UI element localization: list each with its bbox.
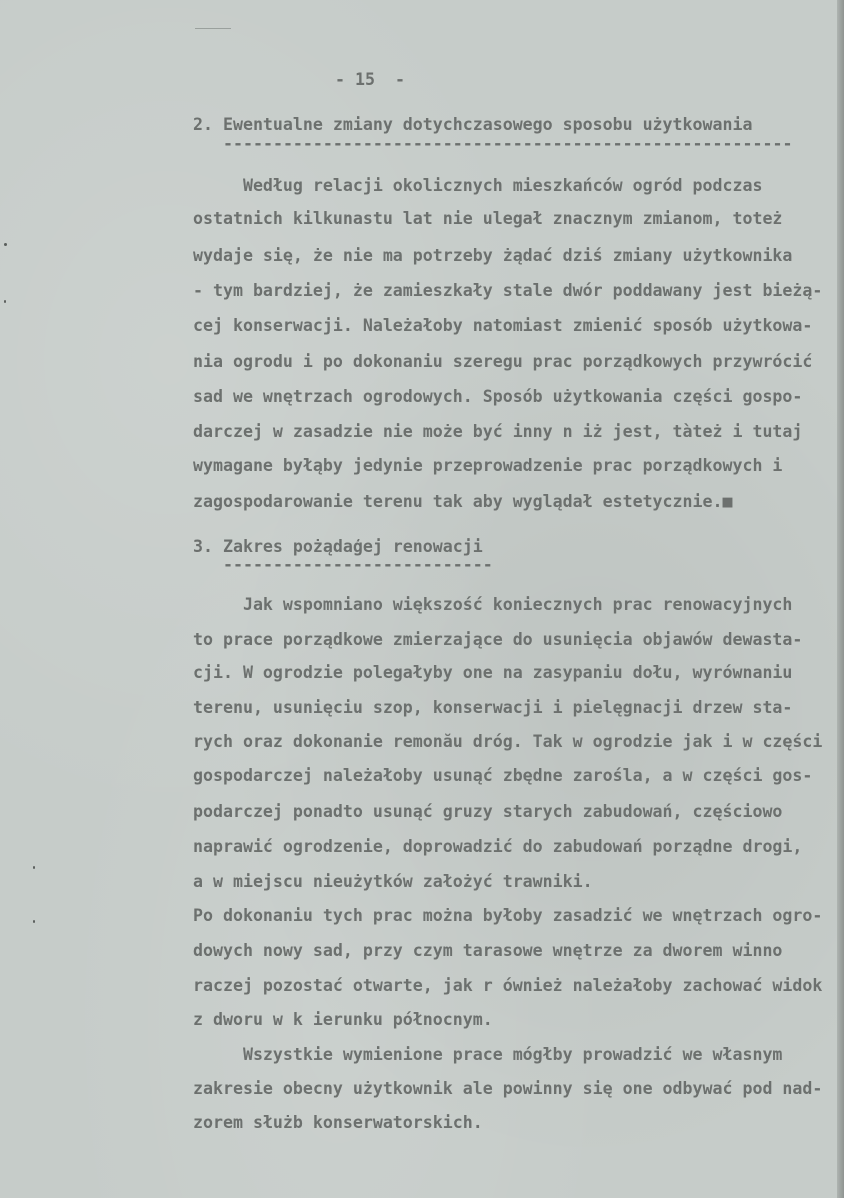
text-line: naprawić ogrodzenie, doprowadzić do zabudowań porządne drogi, — [193, 837, 803, 856]
page-number: - 15 - — [335, 70, 405, 89]
text-line: sad we wnętrzach ogrodowych. Sposób użytkowania części gospo- — [193, 387, 803, 406]
text-line: a w miejscu nieużytków założyć trawniki. — [193, 872, 593, 891]
text-line: cej konserwacji. Należałoby natomiast zmienić sposób użytkowa- — [193, 316, 813, 335]
text-line: zagospodarowanie terenu tak aby wyglądał estetycznie.■ — [193, 492, 733, 511]
text-line: Jak wspomniano większość koniecznych prac renowacyjnych — [193, 595, 793, 614]
section-3-underline: --------------------------- — [223, 555, 493, 574]
text-line: raczej pozostać otwarte, jak r ównież należałoby zachować widok — [193, 976, 823, 995]
text-line: to prace porządkowe zmierzające do usunięcia objawów dewasta- — [193, 630, 803, 649]
page-edge-shadow — [837, 0, 844, 1198]
section-2-underline: --------------------------------------------------------- — [223, 134, 793, 153]
text-line: zorem służb konserwatorskich. — [193, 1113, 483, 1132]
scan-speck — [4, 300, 6, 303]
section-3-heading: 3. Zakres pożądaģej renowacji — [193, 537, 483, 556]
scan-speck — [33, 920, 35, 923]
text-line: wymagane byłąby jedynie przeprowadzenie prac porządkowych i — [193, 456, 783, 475]
text-line: darczej w zasadzie nie może być inny n iż jest, tàteż i tutaj — [193, 422, 803, 441]
text-line: ostatnich kilkunastu lat nie ulegał znacznym zmianom, toteż — [193, 209, 783, 228]
text-line: gospodarczej należałoby usunąć zbędne zarośla, a w części gos- — [193, 766, 813, 785]
scan-speck — [33, 866, 35, 869]
text-line: terenu, usunięciu szop, konserwacji i pielęgnacji drzew sta- — [193, 698, 793, 717]
text-line: cji. W ogrodzie polegałyby one na zasypaniu dołu, wyrównaniu — [193, 663, 793, 682]
scan-mark — [195, 28, 231, 29]
text-line: zakresie obecny użytkownik ale powinny się one odbywać pod nad- — [193, 1079, 823, 1098]
scan-speck — [4, 243, 7, 246]
text-line: dowych nowy sad, przy czym tarasowe wnętrze za dworem winno — [193, 941, 783, 960]
text-line: - tym bardziej, że zamieszkały stale dwór poddawany jest bieżą- — [193, 281, 823, 300]
section-2-heading: 2. Ewentualne zmiany dotychczasowego sposobu użytkowania — [193, 115, 753, 134]
text-line: Wszystkie wymienione prace mógłby prowadzić we własnym — [193, 1045, 783, 1064]
text-line: rych oraz dokonanie remonău dróg. Tak w ogrodzie jak i w części — [193, 732, 823, 751]
text-line: Według relacji okolicznych mieszkańców ogród podczas — [193, 176, 763, 195]
text-line: podarczej ponadto usunąć gruzy starych zabudowań, częściowo — [193, 802, 783, 821]
text-line: nia ogrodu i po dokonaniu szeregu prac porządkowych przywrócić — [193, 352, 813, 371]
text-line: Po dokonaniu tych prac można byłoby zasadzić we wnętrzach ogro- — [193, 906, 823, 925]
text-line: z dworu w k ierunku północnym. — [193, 1010, 493, 1029]
text-line: wydaje się, że nie ma potrzeby żądać dziś zmiany użytkownika — [193, 246, 793, 265]
